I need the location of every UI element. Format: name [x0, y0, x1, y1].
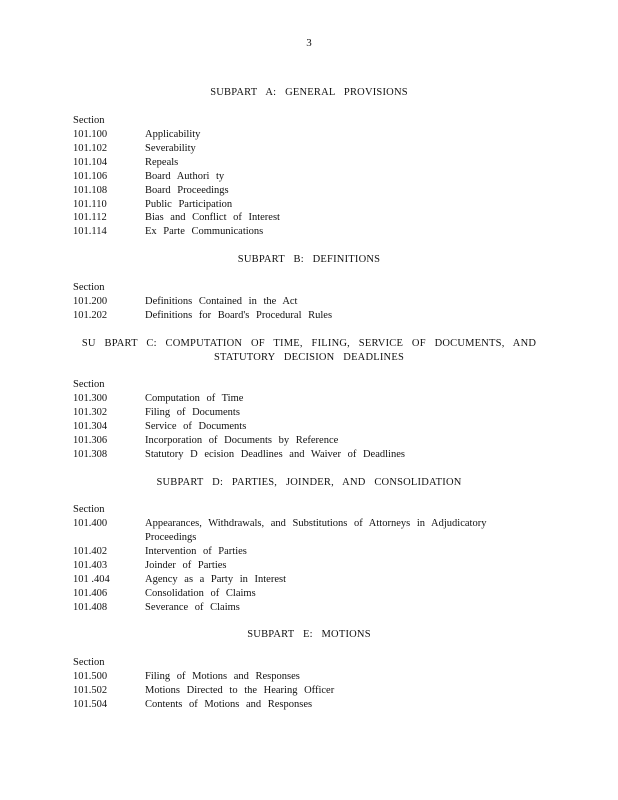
section-number: 101.112	[73, 212, 107, 223]
section-title: Definitions Contained in the Act	[145, 296, 298, 307]
section-title: Bias and Conflict of Interest	[145, 212, 280, 223]
section-number: 101.114	[73, 226, 107, 237]
section-title: Computation of Time	[145, 393, 244, 404]
section-number: 101.502	[73, 685, 108, 696]
subpart-c-heading: SU BPART C: COMPUTATION OF TIME, FILING, SERVICE OF DOCUMENTS, AND	[81, 338, 537, 349]
section-number: 101.408	[73, 602, 108, 613]
section-number: 101.500	[73, 671, 108, 682]
section-number: 101.402	[73, 546, 108, 557]
section-number: 101.108	[73, 185, 108, 196]
section-number: 101.300	[73, 393, 108, 404]
section-title: Ex Parte Communications	[145, 226, 264, 237]
subpart-b-heading: SUBPART B: DEFINITIONS	[237, 254, 381, 265]
section-number: 101.110	[73, 199, 107, 210]
section-title: Board Authori ty	[145, 171, 225, 182]
section-number: 101.400	[73, 518, 108, 529]
section-number: 101 .404	[73, 574, 110, 585]
section-title: Filing of Documents	[145, 407, 240, 418]
section-label: Section	[73, 379, 105, 390]
section-number: 101.102	[73, 143, 108, 154]
subpart-e-heading: SUBPART E: MOTIONS	[247, 629, 371, 640]
section-title: Filing of Motions and Responses	[145, 671, 300, 682]
subpart-d-heading: SUBPART D: PARTIES, JOINDER, AND CONSOLIDATION	[156, 477, 462, 488]
section-number: 101.104	[73, 157, 108, 168]
section-number: 101.202	[73, 310, 108, 321]
section-number: 101.106	[73, 171, 108, 182]
section-label: Section	[73, 657, 105, 668]
page-number: 3	[306, 37, 312, 49]
section-title-continuation: Proceedings	[145, 532, 197, 543]
section-label: Section	[73, 504, 105, 515]
section-title: Appearances, Withdrawals, and Substitutions of Attorneys in Adjudicatory	[145, 518, 487, 529]
section-title: Incorporation of Documents by Reference	[145, 435, 339, 446]
section-number: 101.504	[73, 699, 108, 710]
section-title: Applicability	[145, 129, 201, 140]
section-title: Repeals	[145, 157, 179, 168]
section-number: 101.406	[73, 588, 108, 599]
section-title: Contents of Motions and Responses	[145, 699, 313, 710]
section-title: Joinder of Parties	[145, 560, 227, 571]
section-label: Section	[73, 115, 105, 126]
subpart-a-heading: SUBPART A: GENERAL PROVISIONS	[210, 87, 408, 98]
section-title: Intervention of Parties	[145, 546, 247, 557]
section-number: 101.302	[73, 407, 108, 418]
section-number: 101.200	[73, 296, 108, 307]
section-title: Service of Documents	[145, 421, 247, 432]
section-label: Section	[73, 282, 105, 293]
section-title: Agency as a Party in Interest	[145, 574, 287, 585]
subpart-c-heading-line2: STATUTORY DECISION DEADLINES	[213, 352, 404, 363]
section-title: Severance of Claims	[145, 602, 240, 613]
section-number: 101.403	[73, 560, 108, 571]
section-number: 101.308	[73, 449, 108, 460]
section-title: Definitions for Board's Procedural Rules	[145, 310, 333, 321]
section-title: Board Proceedings	[145, 185, 229, 196]
section-title: Severability	[145, 143, 196, 154]
section-title: Public Participation	[145, 199, 233, 210]
section-number: 101.100	[73, 129, 108, 140]
section-title: Statutory D ecision Deadlines and Waiver of Deadlines	[145, 449, 405, 460]
section-number: 101.304	[73, 421, 108, 432]
section-number: 101.306	[73, 435, 108, 446]
section-title: Consolidation of Claims	[145, 588, 256, 599]
section-title: Motions Directed to the Hearing Officer	[145, 685, 335, 696]
